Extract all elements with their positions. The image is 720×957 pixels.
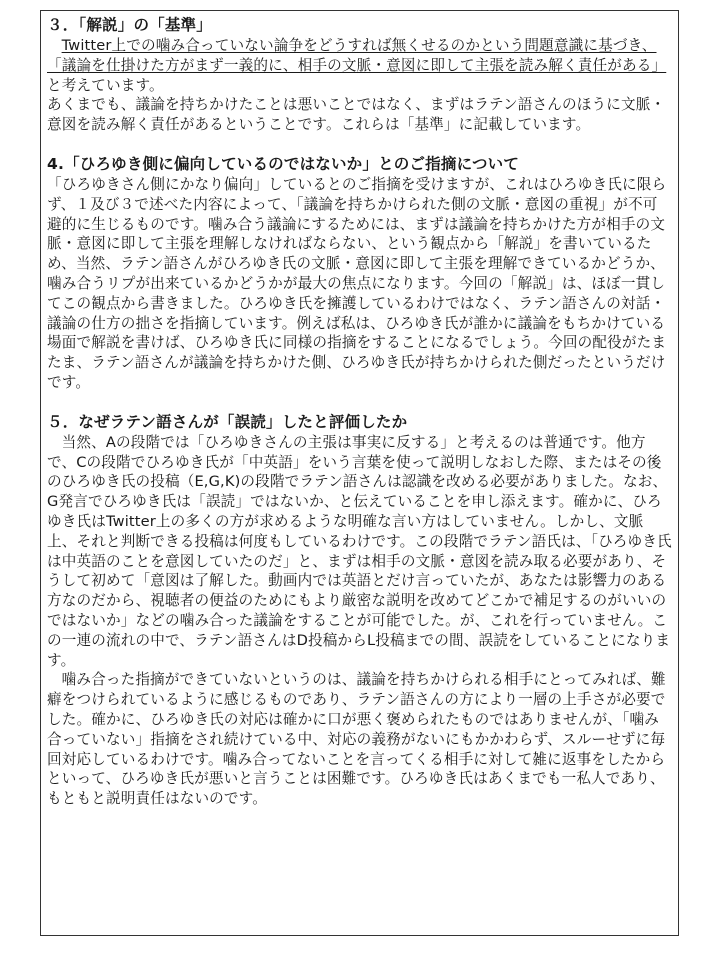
section-3-paragraph-1 (47, 36, 672, 95)
section-5-heading: ５．なぜラテン語さんが「誤読」したと評価したか (47, 412, 408, 431)
section-5-paragraph-1: 当然、Aの段階では「ひろゆきさんの主張は事実に反する」と考えるのは普通です。他方で、Cの段階でひろゆき氏が「中英語」をいう言葉を使って説明しなおした際、またはその後のひろゆき氏の投稿（E,G,K)の段階でラテン語さんは認識を改める必要がありました。なお、G発言でひろゆき氏は「誤読」ではないか、と伝えていることを申し添えます。確かに、ひろゆき氏はTwitter上の多くの方が求めるような明確な言い方はしていません。しかし、文脈上、それと判断できる投稿は何度もしているわけです。この段階でラテン語氏は、「ひろゆき氏は中英語のことを意図していたのだ」と、まずは相手の文脈・意図を読み取る必要があり、そうして初めて「意図は了解した。動画内では英語とだけ言っていたが、あなたは影響力のある方なのだから、視聴者の便益のためにもより厳密な説明を改めてどこかで補足するのがいいのではないか」などの噛み合った議論をすることが可能でした。が、これを行っていません。この一連の流れの中で、ラテン語さんはD投稿からL投稿までの間、誤読をしていることになります。 (47, 433, 672, 669)
spacer (47, 393, 672, 412)
document-page (40, 10, 679, 936)
section-4-paragraph-1: 「ひろゆきさん側にかなり偏向」しているとのご指摘を受けますが、これはひろゆき氏に限らず、１及び３で述べた内容によって、「議論を持ちかけられた側の文脈・意図の重視」が不可避的に生じるものです。噛み合う議論にするためには、まずは議論を持ちかけた方が相手の文脈・意図に即して主張を理解しなければならない、という観点から「解説」を書いているため、当然、ラテン語さんがひろゆき氏の文脈・意図に即して主張を理解できているかどうか、噛み合うリプが出来ているかどうかが最大の焦点になります。今回の「解説」は、ほぼ一貫してこの観点から書きました。ひろゆき氏を擁護しているわけではなく、ラテン語さんの対話・議論の仕方の拙さを指摘しています。例えば私は、ひろゆき氏が誰かに議論をもちかけている場面で解説を書けば、ひろゆき氏に同様の指摘をすることになるでしょう。今回の配役がたまたま、ラテン語さんが議論を持ちかけた側、ひろゆき氏が持ちかけられた側だったというだけです。 (47, 175, 667, 391)
section-5-paragraph-2: 噛み合った指摘ができていないというのは、議論を持ちかけられる相手にとってみれば、難癖をつけられているように感じるものであり、ラテン語さんの方により一層の上手さが必要でした。確かに、ひろゆき氏の対応は確かに口が悪く褒められたものではありませんが、「噛み合っていない」指摘をされ続けている中、対応の義務がないにもかかわらず、スルーせずに毎回対応しているわけです。噛み合ってないことを言ってくる相手に対して雑に返事をしたからといって、ひろゆき氏が悪いと言うことは困難です。ひろゆき氏はあくまでも一私人であり、もともと説明責任はないのです。 (47, 671, 666, 808)
section-3-underlined-text: Twitter上での噛み合っていない論争をどうすれば無くせるのかという問題意識に基づき、「議論を仕掛けた方がまず一義的に、相手の文脈・意図に即して主張を読み解く責任がある」 (47, 37, 667, 74)
section-3-text: と考えています。 (47, 76, 164, 94)
section-3-heading: ３．「解説」の「基準」 (47, 16, 212, 34)
section-4-heading: 4.「ひろゆき側に偏向しているのではないか」とのご指摘について (47, 154, 520, 173)
section-3-paragraph-2: あくまでも、議論を持ちかけたことは悪いことではなく、まずはラテン語さんのほうに文脈・意図を読み解く責任があるということです。これらは「基準」に記載しています。 (47, 96, 666, 134)
spacer (47, 135, 672, 154)
